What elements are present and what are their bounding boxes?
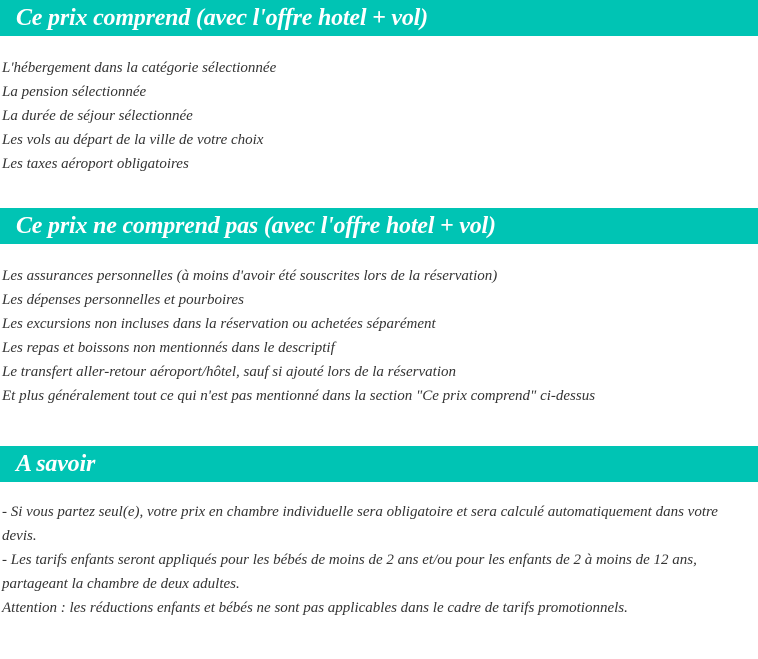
note-paragraph: - Si vous partez seul(e), votre prix en chambre individuelle sera obligatoire et sera calculé automatiquement dans votre devis. (2, 504, 718, 544)
list-item: Les taxes aéroport obligatoires (2, 156, 189, 172)
included-list (0, 56, 758, 176)
section-good-to-know (0, 446, 758, 620)
list-item: Le transfert aller-retour aéroport/hôtel, sauf si ajouté lors de la réservation (2, 364, 456, 380)
list-item: L'hébergement dans la catégorie sélectionnée (2, 60, 277, 76)
note-paragraph: - Les tarifs enfants seront appliqués pour les bébés de moins de 2 ans et/ou pour les enfants de 2 à moins de 12 ans, partageant la chambre de deux adultes. (2, 552, 697, 592)
list-item: Les vols au départ de la ville de votre choix (2, 132, 264, 148)
list-item: Les assurances personnelles (à moins d'avoir été souscrites lors de la réservation) (2, 268, 498, 284)
list-item: La durée de séjour sélectionnée (2, 108, 193, 124)
list-item: La pension sélectionnée (2, 84, 147, 100)
section-excluded-title: Ce prix ne comprend pas (avec l'offre hotel + vol) (0, 208, 758, 244)
section-price-not-included (0, 208, 758, 408)
list-item: Les dépenses personnelles et pourboires (2, 292, 244, 308)
section-notes-body (0, 482, 758, 620)
list-item: Et plus généralement tout ce qui n'est pas mentionné dans la section "Ce prix comprend" ci-dessus (2, 388, 596, 404)
note-paragraph: Attention : les réductions enfants et bébés ne sont pas applicables dans le cadre de tarifs promotionnels. (2, 600, 628, 616)
section-included-body (0, 36, 758, 176)
excluded-list (0, 264, 758, 408)
section-price-included (0, 0, 758, 176)
list-item: Les excursions non incluses dans la réservation ou achetées séparément (2, 316, 436, 332)
section-notes-title: A savoir (0, 446, 758, 482)
list-item: Les repas et boissons non mentionnés dans le descriptif (2, 340, 335, 356)
section-excluded-body (0, 244, 758, 408)
section-included-title: Ce prix comprend (avec l'offre hotel + vol) (0, 0, 758, 36)
